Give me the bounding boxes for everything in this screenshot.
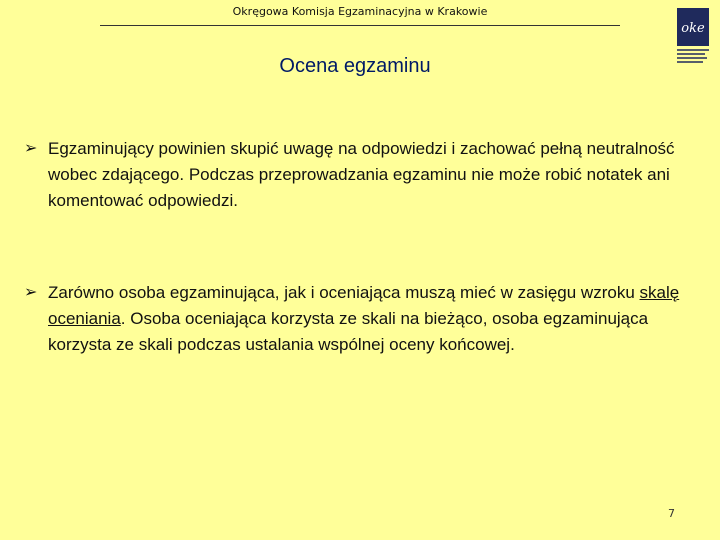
bullet-text-underlined: skalę oceniania [48,283,680,328]
bullet-text-before: Zarówno osoba egzaminująca, jak i oceniająca muszą mieć w zasięgu wzroku [48,283,640,302]
bullet-item [24,136,694,214]
header-divider [100,25,620,26]
page-number: 7 [668,507,675,520]
page-title: Ocena egzaminu [279,55,431,77]
header-organization: Okręgowa Komisja Egzaminacyjna w Krakowie [232,5,488,18]
arrow-bullet-icon: ➢ [24,140,38,157]
bullet-text: Egzaminujący powinien skupić uwagę na odpowiedzi i zachować pełną neutralność wobec zdającego. Podczas przeprowadzania egzaminu nie może robić notatek ani komentować odpowiedzi. [48,139,675,210]
arrow-bullet-icon: ➢ [24,284,38,301]
bullet-text [48,280,694,358]
bullet-item [24,280,694,358]
bullet-text-after: . Osoba oceniająca korzysta ze skali na bieżąco, osoba egzaminująca korzysta ze skali podczas ustalania wspólnej oceny końcowej. [48,309,649,354]
logo-mark: oke [681,21,705,36]
